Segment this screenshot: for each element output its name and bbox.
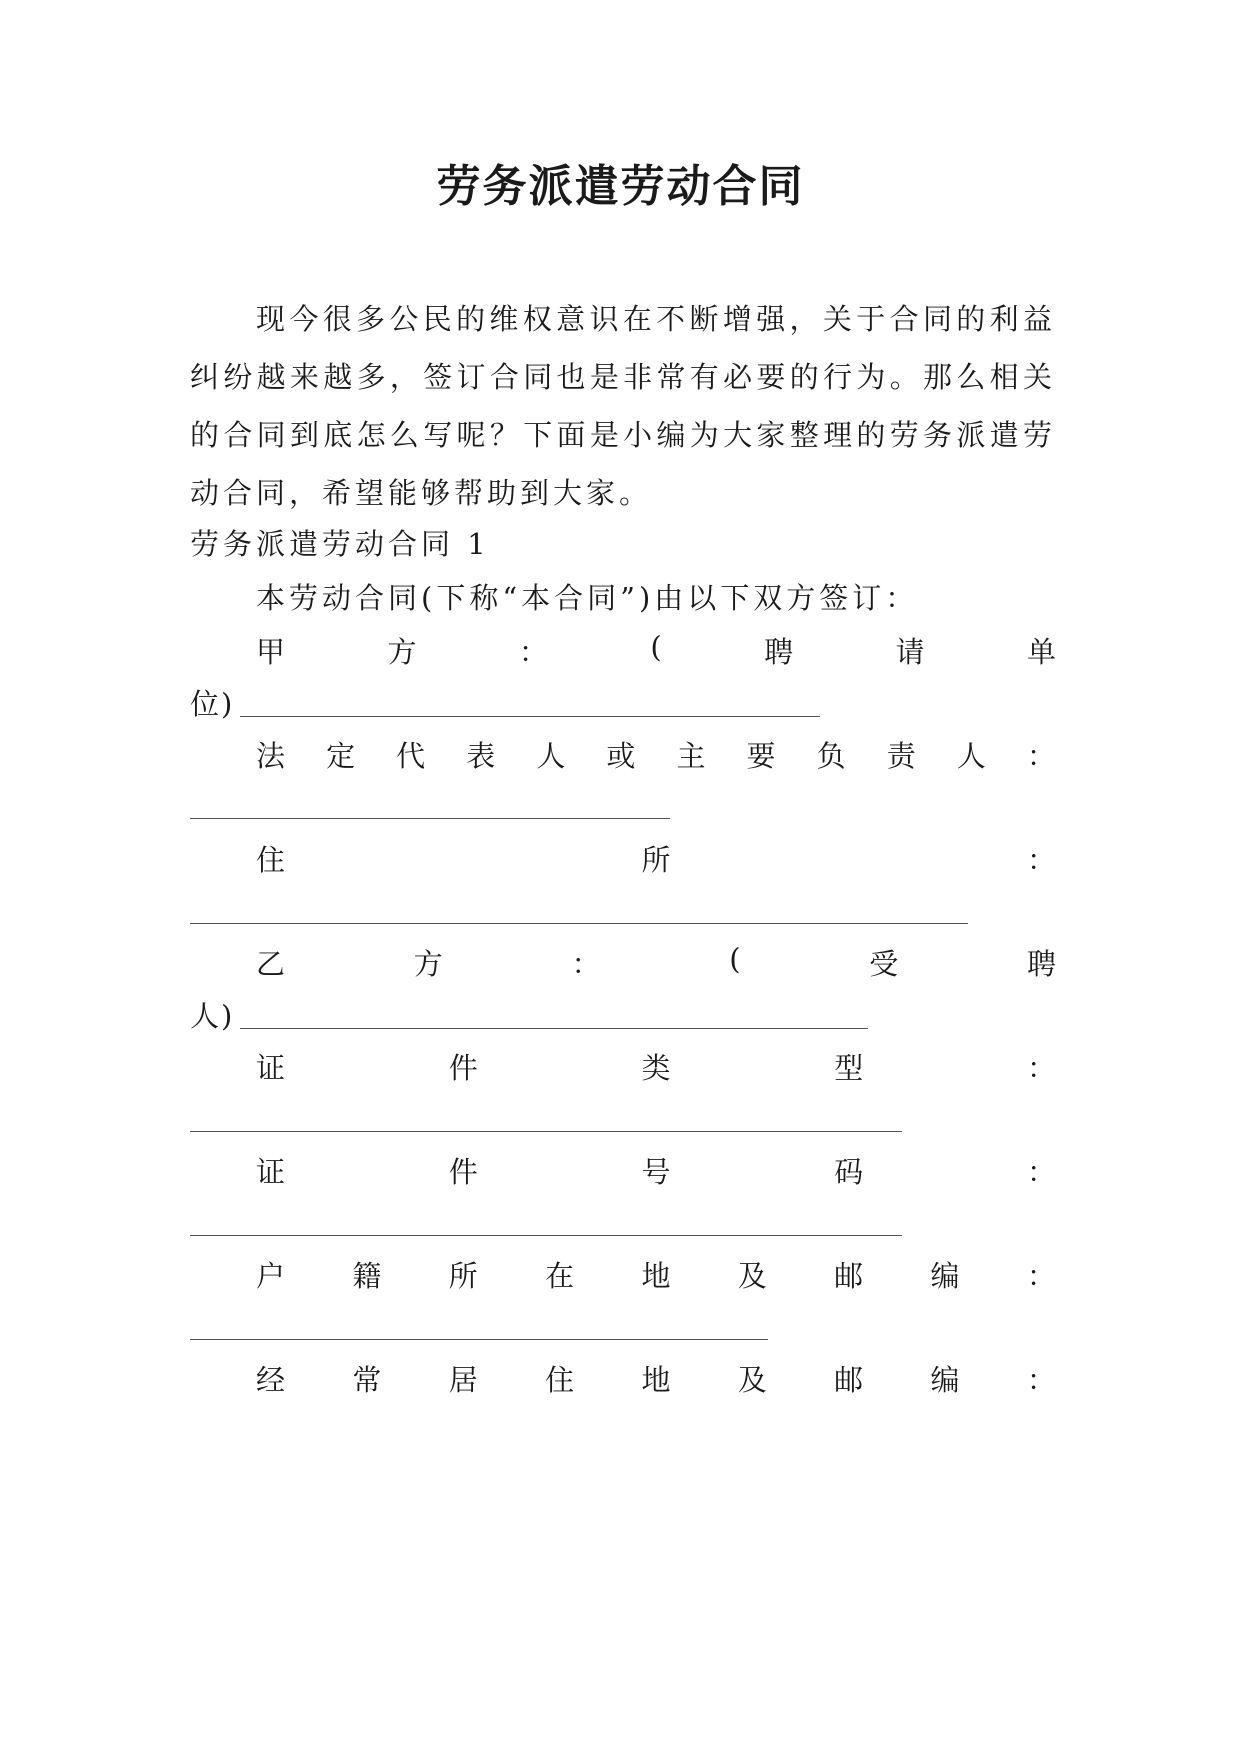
label-char: 编	[930, 1259, 960, 1293]
party-b-label	[256, 942, 1056, 983]
label-char: 聘	[1026, 947, 1056, 981]
label-char: 型	[834, 1051, 864, 1085]
label-char: 居	[448, 1363, 478, 1397]
label-char: 邮	[834, 1259, 864, 1293]
section-heading: 劳务派遣劳动合同 1	[190, 527, 490, 561]
label-char: ：	[1026, 1259, 1056, 1293]
legal-rep-blank[interactable]	[190, 818, 670, 819]
label-char: 责	[886, 739, 916, 773]
document-title: 劳务派遣劳动合同	[436, 161, 805, 212]
label-char: 方	[413, 947, 443, 981]
label-char: 法	[256, 739, 286, 773]
label-char: 主	[676, 739, 706, 773]
residence-label	[256, 1358, 1056, 1399]
label-char: 所	[641, 843, 671, 877]
label-char: 甲	[256, 635, 286, 669]
label-char: 地	[641, 1259, 671, 1293]
label-char: 及	[737, 1259, 767, 1293]
address-blank[interactable]	[190, 923, 968, 924]
label-char: 件	[448, 1051, 478, 1085]
label-char: 户	[256, 1259, 286, 1293]
id-type-label	[256, 1046, 1056, 1087]
party-a-label	[256, 630, 1056, 671]
label-char: (	[650, 630, 662, 664]
opening-sentence: 本劳动合同(下称“本合同”)由以下双方签订：	[256, 581, 919, 615]
label-char: 住	[256, 843, 286, 877]
label-char: 表	[466, 739, 496, 773]
label-char: 证	[256, 1051, 286, 1085]
label-char: 负	[816, 739, 846, 773]
household-label	[256, 1254, 1056, 1295]
party-b-blank[interactable]	[240, 1028, 868, 1029]
label-char: 邮	[834, 1363, 864, 1397]
label-char: 类	[641, 1051, 671, 1085]
label-char: 在	[545, 1259, 575, 1293]
label-char: 常	[352, 1363, 382, 1397]
label-char: 单	[1026, 635, 1056, 669]
party-a-blank[interactable]	[240, 716, 820, 717]
label-char: 证	[256, 1155, 286, 1189]
label-char: 人	[956, 739, 986, 773]
label-char: ：	[1026, 843, 1056, 877]
label-char: 乙	[256, 947, 286, 981]
label-char: ：	[1026, 1051, 1056, 1085]
label-char: 方	[387, 635, 417, 669]
label-char: 代	[396, 739, 426, 773]
label-char: 籍	[352, 1259, 382, 1293]
id-number-blank[interactable]	[190, 1235, 902, 1236]
label-char: 号	[641, 1155, 671, 1189]
label-char: 所	[448, 1259, 478, 1293]
address-label	[256, 838, 1056, 879]
id-type-blank[interactable]	[190, 1131, 902, 1132]
label-char: 聘	[764, 635, 794, 669]
label-char: 件	[448, 1155, 478, 1189]
label-char: ：	[1026, 1363, 1056, 1397]
label-char: 地	[641, 1363, 671, 1397]
party-b-tail: 人)	[190, 999, 235, 1033]
id-number-label	[256, 1150, 1056, 1191]
label-char: 定	[326, 739, 356, 773]
party-a-tail: 位)	[190, 687, 235, 721]
label-char: ：	[1026, 739, 1056, 773]
label-char: 经	[256, 1363, 286, 1397]
label-char: 要	[746, 739, 776, 773]
label-char: 码	[834, 1155, 864, 1189]
label-char: 受	[869, 947, 899, 981]
legal-rep-label	[256, 734, 1056, 775]
intro-paragraph: 现今很多公民的维权意识在不断增强，关于合同的利益纠纷越来越多，签订合同也是非常有必要的行为。那么相关的合同到底怎么写呢？下面是小编为大家整理的劳务派遣劳动合同，希望能够帮助到大家。	[190, 302, 1056, 510]
label-char: 编	[930, 1363, 960, 1397]
label-char: 或	[606, 739, 636, 773]
label-char: 请	[895, 635, 925, 669]
label-char: ：	[571, 947, 601, 981]
label-char: (	[729, 942, 741, 976]
label-char: ：	[518, 635, 548, 669]
label-char: 及	[737, 1363, 767, 1397]
label-char: ：	[1026, 1155, 1056, 1189]
label-char: 住	[545, 1363, 575, 1397]
household-blank[interactable]	[190, 1339, 768, 1340]
label-char: 人	[536, 739, 566, 773]
